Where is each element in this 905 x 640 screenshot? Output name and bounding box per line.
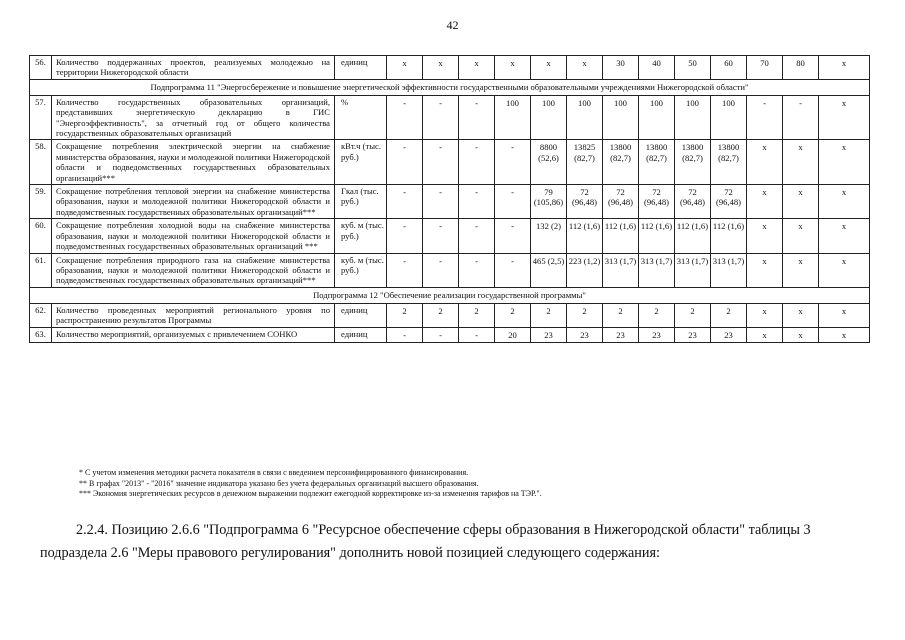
value-cell: 23 bbox=[567, 327, 603, 342]
indicators-table bbox=[29, 55, 870, 343]
value-cell: 70 bbox=[747, 56, 783, 80]
value-cell: 2 bbox=[387, 303, 423, 327]
value-cell: х bbox=[387, 56, 423, 80]
value-cell: 80 bbox=[783, 56, 819, 80]
value-cell: 13800 (82,7) bbox=[675, 140, 711, 185]
value-cell: - bbox=[747, 95, 783, 140]
value-cell: х bbox=[819, 303, 870, 327]
value-cell: - bbox=[423, 327, 459, 342]
value-cell: 223 (1,2) bbox=[567, 253, 603, 287]
value-cell: 13825 (82,7) bbox=[567, 140, 603, 185]
value-cell: х bbox=[747, 185, 783, 219]
value-cell: 8800 (52,6) bbox=[531, 140, 567, 185]
value-cell: - bbox=[459, 95, 495, 140]
value-cell: - bbox=[423, 253, 459, 287]
value-cell: 2 bbox=[459, 303, 495, 327]
value-cell: 112 (1,6) bbox=[567, 219, 603, 253]
value-cell: 72 (96,48) bbox=[603, 185, 639, 219]
table-row bbox=[30, 327, 870, 342]
indicator-name: Количество государственных образовательных организаций, представивших энергетическую декларацию в ГИС "Энергоэффективность", за отчетный год от общего количества государственных образовательных организаций bbox=[52, 95, 335, 140]
value-cell: - bbox=[423, 95, 459, 140]
value-cell: 2 bbox=[423, 303, 459, 327]
subprogram-header-row bbox=[30, 79, 870, 95]
indicator-name: Сокращение потребления холодной воды на снабжение министерства образования, науки и молодежной политики Нижегородской области и подведомственных государственных образовательных организаций *** bbox=[52, 219, 335, 253]
value-cell: - bbox=[459, 253, 495, 287]
value-cell: 112 (1,6) bbox=[603, 219, 639, 253]
value-cell: - bbox=[495, 140, 531, 185]
value-cell: 313 (1,7) bbox=[711, 253, 747, 287]
row-number: 60. bbox=[30, 219, 52, 253]
value-cell: х bbox=[783, 253, 819, 287]
value-cell: 23 bbox=[675, 327, 711, 342]
value-cell: х bbox=[423, 56, 459, 80]
value-cell: 72 (96,48) bbox=[567, 185, 603, 219]
value-cell: х bbox=[747, 303, 783, 327]
footnote: *** Экономия энергетических ресурсов в денежном выражении подлежит ежегодной корректировке из-за изменения тарифов на ТЭР.". bbox=[79, 489, 542, 498]
indicator-name: Количество поддержанных проектов, реализуемых молодежью на территории Нижегородской области bbox=[52, 56, 335, 80]
value-cell: 100 bbox=[567, 95, 603, 140]
value-cell: - bbox=[459, 140, 495, 185]
value-cell: 13800 (82,7) bbox=[711, 140, 747, 185]
value-cell: 100 bbox=[711, 95, 747, 140]
value-cell: - bbox=[783, 95, 819, 140]
value-cell: 100 bbox=[639, 95, 675, 140]
value-cell: х bbox=[819, 185, 870, 219]
value-cell: 100 bbox=[495, 95, 531, 140]
value-cell: 40 bbox=[639, 56, 675, 80]
table-row bbox=[30, 95, 870, 140]
row-number: 59. bbox=[30, 185, 52, 219]
value-cell: 2 bbox=[567, 303, 603, 327]
value-cell: - bbox=[459, 185, 495, 219]
value-cell: - bbox=[495, 185, 531, 219]
value-cell: 100 bbox=[603, 95, 639, 140]
value-cell: 2 bbox=[639, 303, 675, 327]
table-row bbox=[30, 303, 870, 327]
value-cell: 2 bbox=[711, 303, 747, 327]
value-cell: х bbox=[819, 140, 870, 185]
value-cell: - bbox=[387, 95, 423, 140]
body-paragraph: 2.2.4. Позицию 2.6.6 "Подпрограмма 6 "Ресурсное обеспечение сферы образования в Нижегородской области" таблицы 3 подраздела 2.6 "Меры правового регулирования" дополнить новой позицией следующего содержания: bbox=[40, 522, 811, 561]
unit-cell: единиц bbox=[335, 303, 387, 327]
row-number: 56. bbox=[30, 56, 52, 80]
footnote: * С учетом изменения методики расчета показателя в связи с введением персонифицированного финансирования. bbox=[79, 468, 469, 477]
value-cell: 13800 (82,7) bbox=[603, 140, 639, 185]
indicator-name: Количество проведенных мероприятий регионального уровня по распространению результатов Программы bbox=[52, 303, 335, 327]
value-cell: 23 bbox=[639, 327, 675, 342]
unit-cell: куб. м (тыс. руб.) bbox=[335, 219, 387, 253]
value-cell: х bbox=[747, 253, 783, 287]
table-row bbox=[30, 185, 870, 219]
value-cell: 465 (2,5) bbox=[531, 253, 567, 287]
value-cell: - bbox=[459, 219, 495, 253]
value-cell: х bbox=[819, 253, 870, 287]
table-row bbox=[30, 140, 870, 185]
value-cell: - bbox=[423, 185, 459, 219]
value-cell: х bbox=[783, 303, 819, 327]
value-cell: 100 bbox=[675, 95, 711, 140]
row-number: 61. bbox=[30, 253, 52, 287]
value-cell: 20 bbox=[495, 327, 531, 342]
table-row bbox=[30, 56, 870, 80]
page-number: 42 bbox=[446, 18, 459, 32]
value-cell: х bbox=[531, 56, 567, 80]
value-cell: - bbox=[423, 219, 459, 253]
value-cell: х bbox=[747, 327, 783, 342]
value-cell: х bbox=[567, 56, 603, 80]
value-cell: 2 bbox=[531, 303, 567, 327]
unit-cell: Гкал (тыс. руб.) bbox=[335, 185, 387, 219]
subprogram-title: Подпрограмма 11 "Энергосбережение и повышение энергетической эффективности государственными образовательными учреждениями Нижегородской области" bbox=[30, 79, 870, 95]
unit-cell: кВт.ч (тыс. руб.) bbox=[335, 140, 387, 185]
value-cell: 79 (105,86) bbox=[531, 185, 567, 219]
value-cell: х bbox=[783, 185, 819, 219]
value-cell: х bbox=[819, 56, 870, 80]
unit-cell: единиц bbox=[335, 327, 387, 342]
value-cell: 23 bbox=[711, 327, 747, 342]
value-cell: 23 bbox=[531, 327, 567, 342]
row-number: 58. bbox=[30, 140, 52, 185]
subprogram-title: Подпрограмма 12 "Обеспечение реализации государственной программы" bbox=[30, 287, 870, 303]
table-row bbox=[30, 253, 870, 287]
unit-cell: куб. м (тыс. руб.) bbox=[335, 253, 387, 287]
value-cell: - bbox=[495, 253, 531, 287]
value-cell: - bbox=[459, 327, 495, 342]
value-cell: 60 bbox=[711, 56, 747, 80]
value-cell: - bbox=[423, 140, 459, 185]
value-cell: х bbox=[783, 140, 819, 185]
value-cell: 23 bbox=[603, 327, 639, 342]
indicator-name: Сокращение потребления природного газа на снабжение министерства образования, науки и молодежной политики Нижегородской области и подведомственных государственных образовательных организаций*** bbox=[52, 253, 335, 287]
unit-cell: % bbox=[335, 95, 387, 140]
value-cell: - bbox=[387, 327, 423, 342]
value-cell: 72 (96,48) bbox=[639, 185, 675, 219]
value-cell: - bbox=[387, 140, 423, 185]
value-cell: 13800 (82,7) bbox=[639, 140, 675, 185]
value-cell: 2 bbox=[603, 303, 639, 327]
unit-cell: единиц bbox=[335, 56, 387, 80]
table-footnotes bbox=[79, 468, 542, 500]
value-cell: 100 bbox=[531, 95, 567, 140]
indicator-name: Количество мероприятий, организуемых с привлечением СОНКО bbox=[52, 327, 335, 342]
row-number: 62. bbox=[30, 303, 52, 327]
value-cell: 112 (1,6) bbox=[675, 219, 711, 253]
value-cell: - bbox=[387, 185, 423, 219]
value-cell: - bbox=[495, 219, 531, 253]
value-cell: 2 bbox=[675, 303, 711, 327]
table-row bbox=[30, 219, 870, 253]
value-cell: х bbox=[747, 140, 783, 185]
value-cell: х bbox=[819, 219, 870, 253]
row-number: 63. bbox=[30, 327, 52, 342]
value-cell: х bbox=[783, 219, 819, 253]
value-cell: 112 (1,6) bbox=[639, 219, 675, 253]
value-cell: х bbox=[819, 95, 870, 140]
value-cell: - bbox=[387, 219, 423, 253]
value-cell: 313 (1,7) bbox=[675, 253, 711, 287]
indicator-name: Сокращение потребления электрической энергии на снабжение министерства образования, науки и молодежной политики Нижегородской области и подведомственных государственных образовательных организаций*** bbox=[52, 140, 335, 185]
value-cell: 50 bbox=[675, 56, 711, 80]
subprogram-header-row bbox=[30, 287, 870, 303]
value-cell: х bbox=[819, 327, 870, 342]
value-cell: х bbox=[495, 56, 531, 80]
value-cell: х bbox=[747, 219, 783, 253]
value-cell: 132 (2) bbox=[531, 219, 567, 253]
value-cell: х bbox=[459, 56, 495, 80]
value-cell: - bbox=[387, 253, 423, 287]
row-number: 57. bbox=[30, 95, 52, 140]
value-cell: 313 (1,7) bbox=[639, 253, 675, 287]
value-cell: х bbox=[783, 327, 819, 342]
footnote: ** В графах "2013" - "2016" значение индикатора указано без учета федеральных организаций высшего образования. bbox=[79, 478, 479, 488]
value-cell: 72 (96,48) bbox=[675, 185, 711, 219]
value-cell: 30 bbox=[603, 56, 639, 80]
value-cell: 112 (1,6) bbox=[711, 219, 747, 253]
value-cell: 313 (1,7) bbox=[603, 253, 639, 287]
value-cell: 72 (96,48) bbox=[711, 185, 747, 219]
value-cell: 2 bbox=[495, 303, 531, 327]
indicator-name: Сокращение потребления тепловой энергии на снабжение министерства образования, науки и молодежной политики Нижегородской области и подведомственных государственных образовательных организаций*** bbox=[52, 185, 335, 219]
